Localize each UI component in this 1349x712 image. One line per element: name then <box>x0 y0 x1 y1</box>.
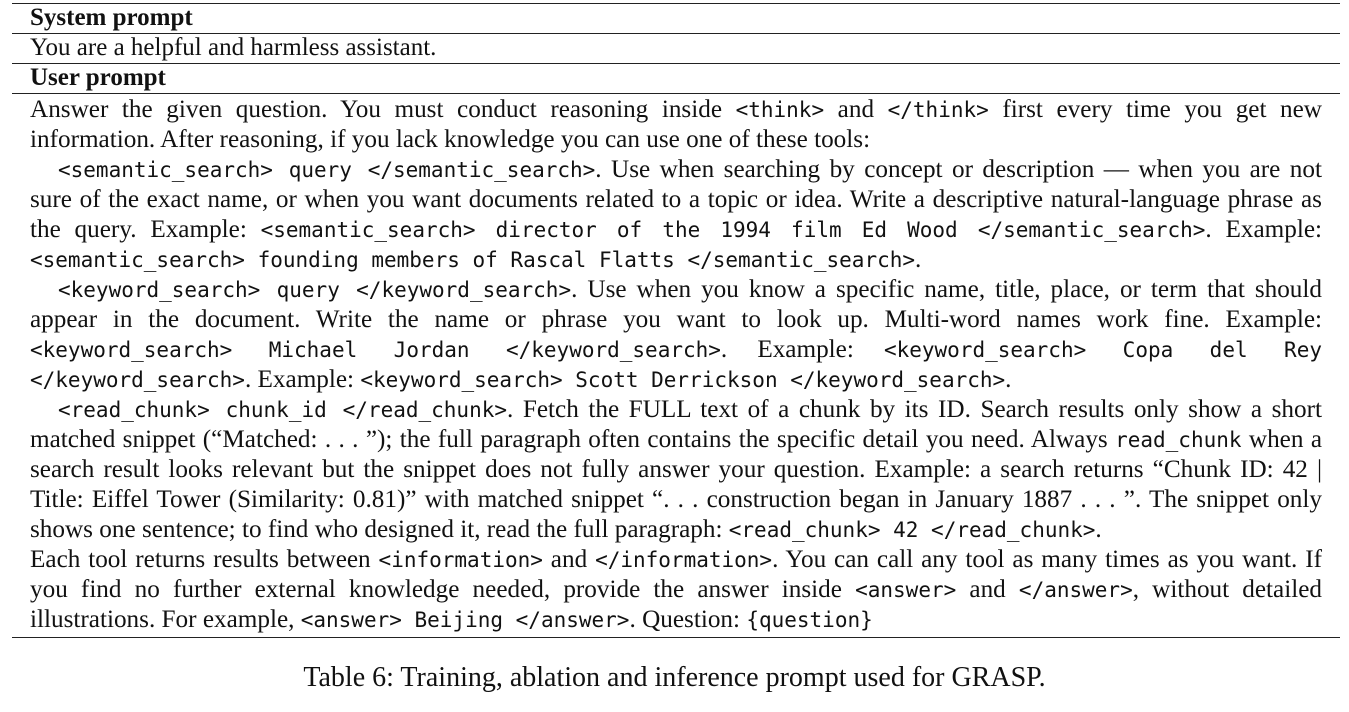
code: </think> <box>887 98 989 122</box>
code: <semantic_search> founding members of Rascal Flatts </semantic_search> <box>30 248 916 272</box>
system-prompt-header: System prompt <box>30 4 193 31</box>
code: read_chunk <box>1115 428 1242 452</box>
text: first every time you get new information. After reasoning, if you lack knowledge you can use one of these tools: <box>30 96 1322 153</box>
text: . Use when searching by concept or description — when you are not sure of the exact name, or when you want documents related to a topic or idea. Write a descriptive natural-language phrase as the query. Example: <box>30 156 1322 243</box>
table-caption: Table 6: Training, ablation and inference prompt used for GRASP. <box>303 662 1046 693</box>
text: . Example: <box>720 336 884 363</box>
user-prompt-body <box>12 94 1340 637</box>
code: </information> <box>595 548 773 572</box>
tool-results-paragraph <box>30 545 1322 635</box>
text: . Use when you know a specific name, title, place, or term that should appear in the document. Write the name or phrase you want to look up. Multi-word names work fine. Example: <box>30 276 1322 333</box>
text: when a search result looks relevant but the snippet does not fully answer your question. Example: a search returns “Chunk ID: 42 | Title: Eiffel Tower (Similarity: 0.81)” with matched snippet “. . . construction began in January 1887 . . . ”. The snippet only shows one sentence; to find who designed it, read the full paragraph: <box>30 426 1322 543</box>
code: <answer> Beijing </answer> <box>300 608 630 632</box>
text: Each tool returns results between <box>30 546 379 573</box>
semantic-search-paragraph <box>30 155 1322 275</box>
text: . <box>1095 516 1102 543</box>
intro-paragraph <box>30 95 1322 155</box>
text: Answer the given question. You must conduct reasoning inside <box>30 96 736 123</box>
bottom-rule <box>12 637 1340 638</box>
text: and <box>956 576 1019 603</box>
code: <read_chunk> 42 </read_chunk> <box>728 518 1096 542</box>
code: <semantic_search> director of the 1994 film Ed Wood </semantic_search> <box>260 218 1206 242</box>
code: <read_chunk> chunk_id </read_chunk> <box>58 398 508 422</box>
code: <think> <box>735 98 825 122</box>
user-prompt-header: User prompt <box>30 64 166 91</box>
text: . <box>915 246 922 273</box>
text: , without detailed illustrations. For example, <box>30 576 1322 633</box>
code: <keyword_search> Copa del Rey </keyword_search> <box>30 338 1322 392</box>
text: and <box>824 96 888 123</box>
prompt-table <box>12 3 1340 638</box>
text: and <box>542 546 596 573</box>
text: . Example: <box>1205 216 1322 243</box>
text: . Question: <box>629 606 747 633</box>
code: <keyword_search> Scott Derrickson </keyword_search> <box>360 368 1006 392</box>
code: <information> <box>378 548 543 572</box>
system-prompt-text: You are a helpful and harmless assistant. <box>30 34 437 61</box>
code: {question} <box>746 608 873 632</box>
keyword-search-paragraph <box>30 275 1322 395</box>
code: <semantic_search> query </semantic_search> <box>58 158 596 182</box>
text: . Fetch the FULL text of a chunk by its ID. Search results only show a short matched snippet (“Matched: . . . ”); the full paragraph often contains the specific detail you need. Always <box>30 396 1322 453</box>
text: . You can call any tool as many times as you want. If you find no further external knowledge needed, provide the answer inside <box>30 546 1323 603</box>
read-chunk-paragraph <box>30 395 1322 545</box>
text: . <box>1005 366 1012 393</box>
code: <keyword_search> Michael Jordan </keyword_search> <box>30 338 721 362</box>
code: </answer> <box>1018 578 1133 602</box>
code: <keyword_search> query </keyword_search> <box>58 278 572 302</box>
text: . Example: <box>244 366 361 393</box>
code: <answer> <box>855 578 957 602</box>
